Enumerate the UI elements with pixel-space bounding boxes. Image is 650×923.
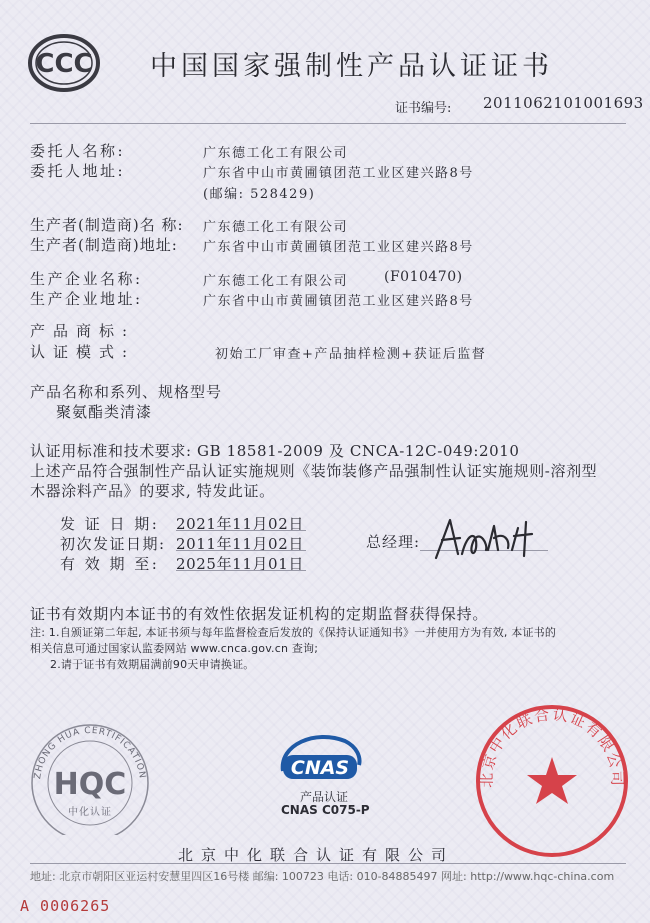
conformity-line: 上述产品符合强制性产品认证实施规则《装饰装修产品强制性认证实施规则-溶剂型 (30, 462, 598, 480)
client-addr-label: 委托人地址: (30, 162, 126, 180)
client-name: 广东德工化工有限公司 (203, 146, 349, 161)
ccc-logo (28, 34, 100, 92)
footer-divider (30, 863, 626, 864)
issuing-organization: 北京中化联合认证有限公司 (178, 846, 455, 864)
note-2: 2.请于证书有效期届满前90天申请换证。 (50, 658, 255, 671)
conformity-line-2: 木器涂料产品》的要求, 特发此证。 (30, 482, 275, 500)
official-seal (472, 701, 632, 861)
signature (428, 510, 558, 566)
note-1-cont: 相关信息可通过国家认监委网站 www.cnca.gov.cn 查询; (30, 642, 319, 655)
svg-text:CCC: CCC (35, 49, 93, 79)
factory-code: (F010470) (384, 269, 463, 285)
hqc-logo (20, 717, 160, 835)
client-postcode: (邮编: 528429) (203, 187, 316, 202)
serial-number: A 0006265 (20, 897, 111, 915)
trademark-label: 产品商标: (30, 322, 136, 340)
cert-no-label: 证书编号: (395, 101, 452, 116)
issue-date: 2021年11月02日 (176, 515, 304, 533)
svg-text:ZHONG HUA CERTIFICATION: ZHONG HUA CERTIFICATION (33, 725, 147, 780)
producer-name-label: 生产者(制造商)名 称: (30, 216, 184, 234)
svg-text:CNAS: CNAS (290, 757, 350, 779)
footer-address: 地址: 北京市朝阳区亚运村安慧里四区16号楼 邮编: 100723 电话: 010-84885497 网址: http://www.hqc-china.com (30, 870, 615, 883)
factory-name: 广东德工化工有限公司 (203, 274, 349, 289)
first-issue-date: 2011年11月02日 (176, 535, 304, 553)
expiry-date: 2025年11月01日 (176, 555, 304, 573)
cnas-code: CNAS C075-P (281, 803, 370, 817)
svg-text:HQC: HQC (53, 767, 127, 802)
product-name: 聚氨酯类清漆 (56, 403, 153, 421)
client-name-label: 委托人名称: (30, 142, 126, 160)
date-underline (176, 530, 306, 531)
standard-line: 认证用标准和技术要求: GB 18581-2009 及 CNCA-12C-049:2010 (30, 442, 520, 460)
first-issue-label: 初次发证日期: (60, 535, 166, 553)
issue-date-label: 发 证 日 期: (60, 515, 160, 533)
factory-name-label: 生产企业名称: (30, 270, 143, 288)
producer-addr: 广东省中山市黄圃镇团范工业区建兴路8号 (203, 240, 474, 255)
factory-addr: 广东省中山市黄圃镇团范工业区建兴路8号 (203, 294, 474, 309)
note-1: 注: 1.自颁证第二年起, 本证书须与每年监督检查后发放的《保持认证通知书》一并使用方为有效, 本证书的 (30, 626, 557, 639)
cnas-caption: 产品认证 (300, 790, 349, 804)
date-underline (176, 550, 306, 551)
certificate-title: 中国国家强制性产品认证证书 (150, 51, 553, 82)
factory-addr-label: 生产企业地址: (30, 290, 143, 308)
expiry-label: 有 效 期 至: (60, 555, 160, 573)
cert-no: 2011062101001693 (483, 94, 644, 112)
divider (30, 123, 626, 124)
general-manager-label: 总经理: (366, 533, 421, 551)
product-label: 产品名称和系列、规格型号 (30, 383, 223, 401)
cnas-logo (275, 731, 365, 787)
validity-note: 证书有效期内本证书的有效性依据发证机构的定期监督获得保持。 (30, 605, 489, 623)
svg-text:中化认证: 中化认证 (68, 807, 112, 818)
svg-text:北京中化联合认证有限公司: 北京中化联合认证有限公司 (477, 705, 627, 788)
certification-mode: 初始工厂审查+产品抽样检测+获证后监督 (215, 347, 487, 362)
producer-name: 广东德工化工有限公司 (203, 220, 349, 235)
client-addr: 广东省中山市黄圃镇团范工业区建兴路8号 (203, 166, 474, 181)
producer-addr-label: 生产者(制造商)地址: (30, 236, 178, 254)
mode-label: 认证模式: (30, 343, 136, 361)
date-underline (176, 570, 306, 571)
